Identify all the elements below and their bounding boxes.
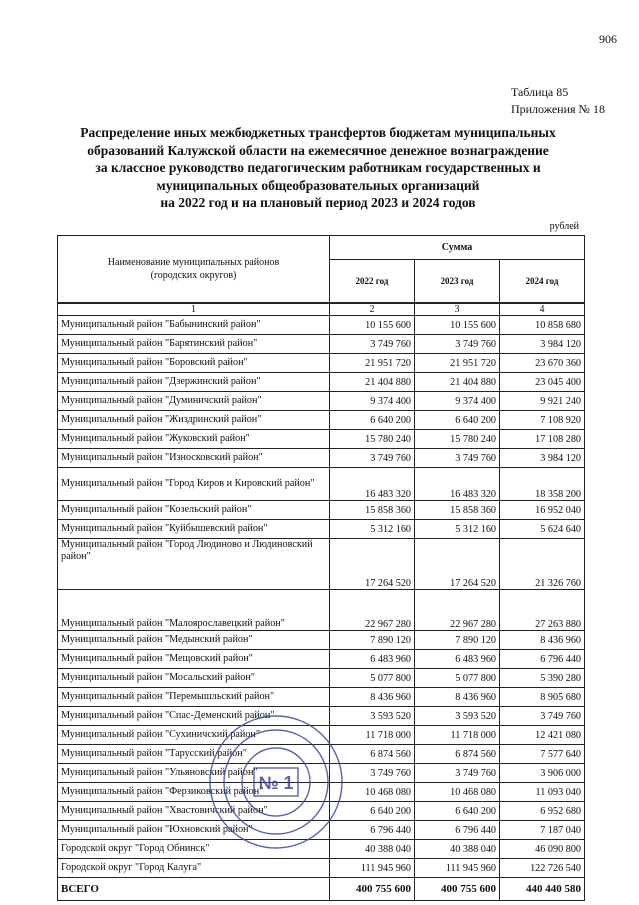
total-row (58, 878, 585, 901)
value-2023-cell: 40 388 040 (415, 840, 500, 859)
value-2023-cell: 8 436 960 (415, 688, 500, 707)
district-name-cell: Муниципальный район "Куйбышевский район" (58, 520, 330, 539)
district-name-cell: Муниципальный район "Мосальский район" (58, 669, 330, 688)
value-2023-cell: 6 640 200 (415, 802, 500, 821)
total-2023-cell: 400 755 600 (415, 878, 500, 901)
district-name-cell: Муниципальный район "Барятинский район" (58, 335, 330, 354)
value-2023-cell: 6 796 440 (415, 821, 500, 840)
table-row (58, 468, 585, 501)
value-2024-cell: 23 670 360 (500, 354, 585, 373)
total-2022-cell: 400 755 600 (330, 878, 415, 901)
district-name-cell: Муниципальный район "Сухиничский район" (58, 726, 330, 745)
district-name-cell: Муниципальный район "Ферзиковский район" (58, 783, 330, 802)
district-name-cell: Муниципальный район "Износковский район" (58, 449, 330, 468)
value-2022-cell: 6 796 440 (330, 821, 415, 840)
value-2023-cell: 6 874 560 (415, 745, 500, 764)
district-name-cell: Муниципальный район "Малоярославецкий район" (58, 590, 330, 631)
value-2022-cell: 6 874 560 (330, 745, 415, 764)
value-2024-cell: 23 045 400 (500, 373, 585, 392)
header-name-line2: (городских округов) (150, 270, 237, 281)
table-row (58, 539, 585, 590)
header-2023: 2023 год (415, 260, 500, 304)
value-2022-cell: 21 404 880 (330, 373, 415, 392)
district-name-cell: Муниципальный район "Хвастовичский район" (58, 802, 330, 821)
district-name-cell: Муниципальный район "Город Киров и Кировский район" (58, 468, 330, 501)
table-row (58, 411, 585, 430)
value-2024-cell: 3 984 120 (500, 335, 585, 354)
value-2023-cell: 15 780 240 (415, 430, 500, 449)
district-name-cell: Муниципальный район "Жуковский район" (58, 430, 330, 449)
unit-label: рублей (549, 221, 579, 232)
stamp-number: № 1 (258, 773, 294, 793)
value-2022-cell: 10 155 600 (330, 316, 415, 335)
value-2024-cell: 5 390 280 (500, 669, 585, 688)
district-name-cell: Муниципальный район "Жиздринский район" (58, 411, 330, 430)
value-2022-cell: 17 264 520 (330, 539, 415, 590)
value-2024-cell: 10 858 680 (500, 316, 585, 335)
table-row (58, 392, 585, 411)
document-title (58, 124, 578, 212)
district-name-cell: Муниципальный район "Мещовский район" (58, 650, 330, 669)
value-2022-cell: 7 890 120 (330, 631, 415, 650)
table-row (58, 688, 585, 707)
table-row (58, 316, 585, 335)
value-2023-cell: 3 749 760 (415, 449, 500, 468)
value-2024-cell: 6 796 440 (500, 650, 585, 669)
district-name-cell: Муниципальный район "Город Людиново и Людиновский район" (58, 539, 330, 590)
total-2024-cell: 440 440 580 (500, 878, 585, 901)
table-row (58, 590, 585, 631)
value-2024-cell: 21 326 760 (500, 539, 585, 590)
district-name-cell: Городской округ "Город Обнинск" (58, 840, 330, 859)
value-2024-cell: 12 421 080 (500, 726, 585, 745)
value-2024-cell: 3 984 120 (500, 449, 585, 468)
value-2023-cell: 111 945 960 (415, 859, 500, 878)
table-row (58, 859, 585, 878)
header-2022: 2022 год (330, 260, 415, 304)
value-2022-cell: 15 780 240 (330, 430, 415, 449)
appendix-ref-label: Приложения № 18 (510, 102, 605, 116)
value-2023-cell: 10 468 080 (415, 783, 500, 802)
title-line: на 2022 год и на плановый период 2023 и 2024 годов (160, 195, 476, 210)
value-2023-cell: 3 749 760 (415, 335, 500, 354)
district-name-cell: Муниципальный район "Козельский район" (58, 501, 330, 520)
table-row (58, 669, 585, 688)
table-row (58, 373, 585, 392)
district-name-cell: Муниципальный район "Боровский район" (58, 354, 330, 373)
value-2023-cell: 21 951 720 (415, 354, 500, 373)
value-2022-cell: 21 951 720 (330, 354, 415, 373)
value-2023-cell: 17 264 520 (415, 539, 500, 590)
district-name-cell: Муниципальный район "Бабынинский район" (58, 316, 330, 335)
value-2024-cell: 17 108 280 (500, 430, 585, 449)
title-line: за классное руководство педагогическим работникам государственных и (95, 160, 541, 175)
value-2022-cell: 111 945 960 (330, 859, 415, 878)
value-2023-cell: 22 967 280 (415, 590, 500, 631)
value-2023-cell: 16 483 320 (415, 468, 500, 501)
column-numbers-row (58, 303, 585, 316)
value-2022-cell: 22 967 280 (330, 590, 415, 631)
value-2024-cell: 16 952 040 (500, 501, 585, 520)
value-2022-cell: 9 374 400 (330, 392, 415, 411)
value-2024-cell: 8 905 680 (500, 688, 585, 707)
value-2024-cell: 8 436 960 (500, 631, 585, 650)
district-name-cell: Муниципальный район "Юхновский район" (58, 821, 330, 840)
value-2022-cell: 5 077 800 (330, 669, 415, 688)
value-2024-cell: 46 090 800 (500, 840, 585, 859)
value-2023-cell: 3 749 760 (415, 764, 500, 783)
value-2022-cell: 40 388 040 (330, 840, 415, 859)
value-2022-cell: 3 749 760 (330, 764, 415, 783)
value-2022-cell: 6 640 200 (330, 411, 415, 430)
table-row (58, 449, 585, 468)
header-2024: 2024 год (500, 260, 585, 304)
value-2024-cell: 9 921 240 (500, 392, 585, 411)
value-2023-cell: 3 593 520 (415, 707, 500, 726)
table-row (58, 501, 585, 520)
district-name-cell: Муниципальный район "Ульяновский район" (58, 764, 330, 783)
value-2023-cell: 9 374 400 (415, 392, 500, 411)
value-2024-cell: 11 093 040 (500, 783, 585, 802)
value-2024-cell: 6 952 680 (500, 802, 585, 821)
value-2022-cell: 3 749 760 (330, 335, 415, 354)
value-2022-cell: 6 640 200 (330, 802, 415, 821)
district-name-cell: Муниципальный район "Перемышльский район" (58, 688, 330, 707)
value-2022-cell: 10 468 080 (330, 783, 415, 802)
value-2024-cell: 5 624 640 (500, 520, 585, 539)
table-ref-label: Таблица 85 (510, 85, 569, 99)
district-name-cell: Муниципальный район "Думиничский район" (58, 392, 330, 411)
value-2023-cell: 21 404 880 (415, 373, 500, 392)
value-2023-cell: 5 077 800 (415, 669, 500, 688)
value-2024-cell: 3 749 760 (500, 707, 585, 726)
value-2023-cell: 11 718 000 (415, 726, 500, 745)
header-sum: Сумма (330, 236, 585, 260)
col-number: 2 (330, 303, 415, 316)
table-row (58, 335, 585, 354)
value-2024-cell: 27 263 880 (500, 590, 585, 631)
title-line: муниципальных общеобразовательных организаций (156, 177, 480, 193)
header-name-line1: Наименование муниципальных районов (107, 257, 280, 268)
value-2024-cell: 7 187 040 (500, 821, 585, 840)
district-name-cell: Муниципальный район "Тарусский район" (58, 745, 330, 764)
district-name-cell: Городской округ "Город Калуга" (58, 859, 330, 878)
value-2023-cell: 7 890 120 (415, 631, 500, 650)
value-2023-cell: 15 858 360 (415, 501, 500, 520)
official-stamp (206, 712, 346, 852)
value-2024-cell: 18 358 200 (500, 468, 585, 501)
table-row (58, 430, 585, 449)
table-reference (511, 84, 605, 118)
value-2024-cell: 122 726 540 (500, 859, 585, 878)
value-2022-cell: 8 436 960 (330, 688, 415, 707)
value-2023-cell: 6 483 960 (415, 650, 500, 669)
title-line: Распределение иных межбюджетных трансфертов бюджетам муниципальных (80, 125, 556, 140)
value-2023-cell: 10 155 600 (415, 316, 500, 335)
value-2022-cell: 16 483 320 (330, 468, 415, 501)
table-row (58, 650, 585, 669)
value-2023-cell: 5 312 160 (415, 520, 500, 539)
value-2022-cell: 11 718 000 (330, 726, 415, 745)
col-number: 1 (58, 303, 330, 316)
header-name (58, 236, 330, 304)
value-2024-cell: 3 906 000 (500, 764, 585, 783)
col-number: 4 (500, 303, 585, 316)
value-2023-cell: 6 640 200 (415, 411, 500, 430)
value-2022-cell: 3 749 760 (330, 449, 415, 468)
district-name-cell: Муниципальный район "Дзержинский район" (58, 373, 330, 392)
col-number: 3 (415, 303, 500, 316)
value-2024-cell: 7 108 920 (500, 411, 585, 430)
total-label-cell: ВСЕГО (58, 878, 330, 901)
value-2022-cell: 5 312 160 (330, 520, 415, 539)
table-row (58, 520, 585, 539)
value-2022-cell: 6 483 960 (330, 650, 415, 669)
value-2022-cell: 3 593 520 (330, 707, 415, 726)
page-number: 906 (599, 32, 617, 46)
value-2022-cell: 15 858 360 (330, 501, 415, 520)
value-2024-cell: 7 577 640 (500, 745, 585, 764)
table-row (58, 631, 585, 650)
table-row (58, 354, 585, 373)
district-name-cell: Муниципальный район "Спас-Деменский район" (58, 707, 330, 726)
title-line: образований Калужской области на ежемесячное денежное вознаграждение (87, 142, 549, 158)
district-name-cell: Муниципальный район "Медынский район" (58, 631, 330, 650)
